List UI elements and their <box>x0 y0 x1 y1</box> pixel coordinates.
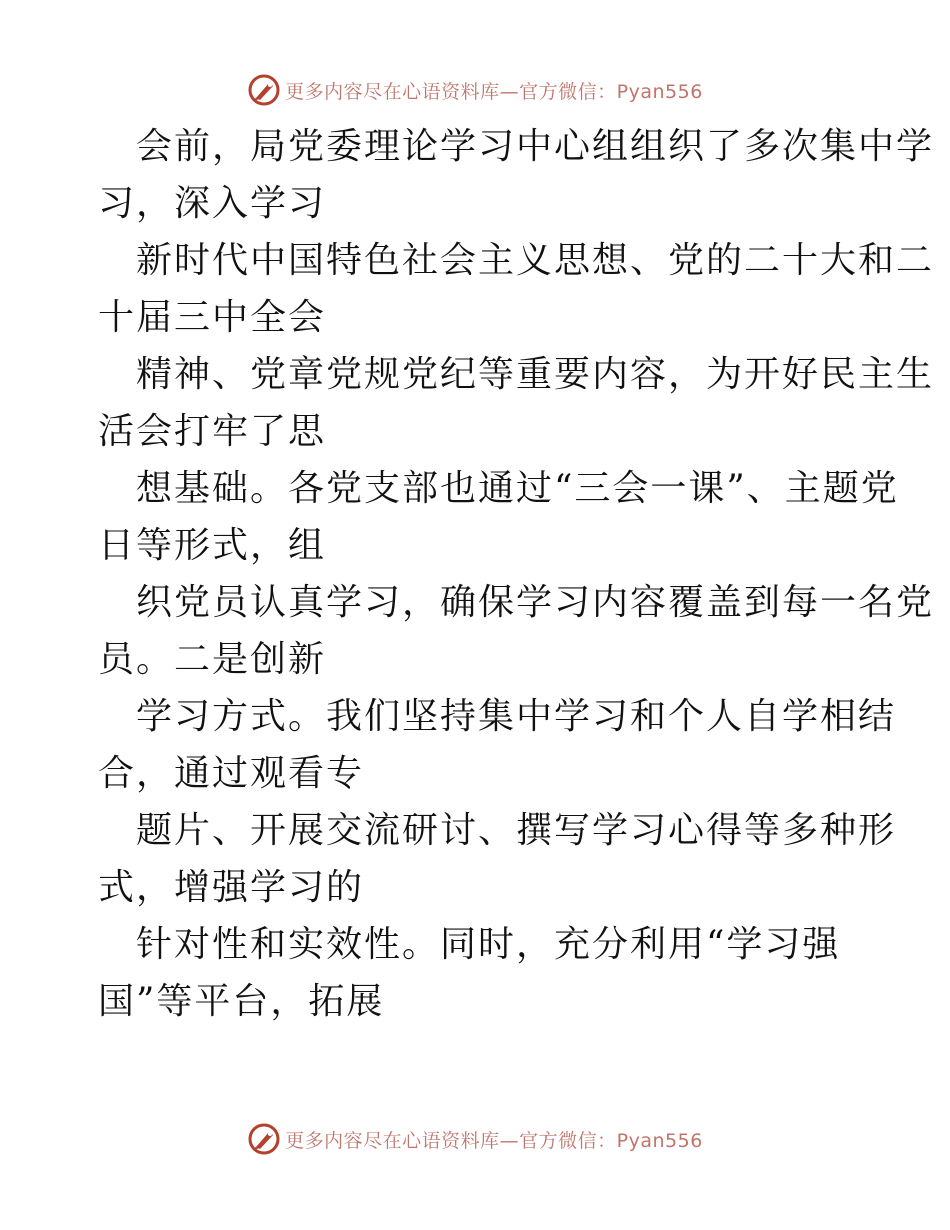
paragraph-line: 针对性和实效性。同时，充分利用“学习强 <box>136 924 841 965</box>
paragraph-line: 想基础。各党支部也通过“三会一课”、主题党 <box>136 468 899 509</box>
pen-nib-logo-icon <box>247 73 281 107</box>
paragraph-line: 合，通过观看专 <box>98 753 365 794</box>
paragraph-line: 式，增强学习的 <box>98 867 365 908</box>
document-body <box>98 118 935 1030</box>
paragraph-line: 日等形式，组 <box>98 525 327 566</box>
paragraph-line: 新时代中国特色社会主义思想、党的二十大和二 <box>136 240 935 281</box>
header-watermark <box>0 70 950 110</box>
paragraph <box>98 688 897 802</box>
paragraph-line: 国”等平台，拓展 <box>98 981 385 1022</box>
footer-watermark <box>0 1119 950 1159</box>
pen-nib-logo-icon <box>247 1122 281 1156</box>
paragraph-line: 学习方式。我们坚持集中学习和个人自学相结 <box>136 696 897 737</box>
header-watermark-text: 更多内容尽在心语资料库—官方微信：Pyan556 <box>285 80 703 103</box>
paragraph <box>98 232 935 346</box>
paragraph-line: 员。二是创新 <box>98 639 327 680</box>
paragraph <box>98 916 858 1030</box>
footer-watermark-text: 更多内容尽在心语资料库—官方微信：Pyan556 <box>285 1129 703 1152</box>
paragraph <box>98 574 935 688</box>
paragraph-line: 十届三中全会 <box>98 297 327 338</box>
paragraph-line: 会前，局党委理论学习中心组组织了多次集中学 <box>136 126 935 167</box>
paragraph-line: 精神、党章党规党纪等重要内容，为开好民主生 <box>136 354 935 395</box>
paragraph-line: 题片、开展交流研讨、撰写学习心得等多种形 <box>136 810 897 851</box>
paragraph-line: 习，深入学习 <box>98 183 327 224</box>
paragraph-line: 织党员认真学习，确保学习内容覆盖到每一名党 <box>136 582 935 623</box>
paragraph <box>98 460 899 574</box>
paragraph <box>98 118 935 232</box>
paragraph <box>98 802 897 916</box>
paragraph <box>98 346 935 460</box>
paragraph-line: 活会打牢了思 <box>98 411 327 452</box>
